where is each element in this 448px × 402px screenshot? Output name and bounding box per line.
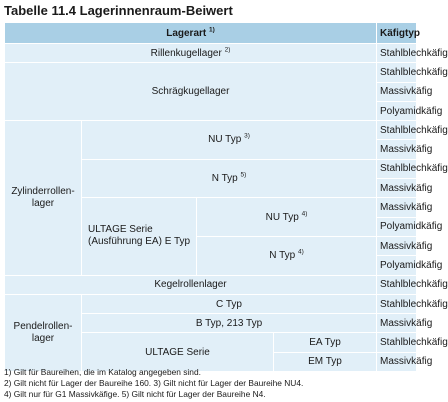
bearing-type-cell: NU Typ $^{4)}$ (197, 198, 377, 237)
bearing-series-cell: ULTAGE Serie (82, 333, 274, 372)
table-row (5, 275, 417, 294)
footnote: 1) Gilt für Baureihen, die im Katalog angegeben sind. (4, 367, 201, 377)
cage-type-cell: Polyamidkäfig (377, 217, 417, 236)
bearing-type-cell: NU Typ $^{3)}$ (82, 121, 377, 160)
k-factor-table (4, 22, 448, 372)
footnote: 4) Gilt nur für G1 Massivkäfige. 5) Gilt nicht für Lager der Baureihe N4. (4, 389, 266, 399)
bearing-type-cell: Schrägkugellager (5, 63, 377, 121)
cage-type-cell: Massivkäfig (377, 179, 417, 198)
cage-type-cell: Stahlblechkäfig (377, 44, 417, 63)
header-lagerart: Lagerart $^{1)}$ (5, 23, 377, 44)
header-kaefigtyp: Käfigtyp (377, 23, 417, 44)
bearing-type-cell: Kegelrollenlager (5, 275, 377, 294)
bearing-series-cell: ULTAGE Serie (Ausführung EA) E Typ (82, 198, 197, 275)
cage-type-cell: Massivkäfig (377, 314, 417, 333)
table-row (5, 63, 417, 82)
table-title: Tabelle 11.4 Lagerinnenraum-Beiwert (4, 3, 233, 18)
bearing-group-cell: Zylinderrollen-lager (5, 121, 82, 275)
cage-type-cell: Massivkäfig (377, 198, 417, 217)
bearing-type-cell: B Typ, 213 Typ (82, 314, 377, 333)
cage-type-cell: Stahlblechkäfig (377, 294, 417, 313)
bearing-type-cell: EM Typ (274, 352, 377, 371)
bearing-group-cell: Pendelrollen-lager (5, 294, 82, 371)
header-row (5, 23, 417, 44)
cage-type-cell: Stahlblechkäfig (377, 159, 417, 178)
cage-type-cell: Stahlblechkäfig (377, 333, 417, 352)
cage-type-cell: Polyamidkäfig (377, 101, 417, 120)
cage-type-cell: Massivkäfig (377, 82, 417, 101)
cage-type-cell: Massivkäfig (377, 352, 417, 371)
bearing-type-cell: C Typ (82, 294, 377, 313)
cage-type-cell: Massivkäfig (377, 140, 417, 159)
bearing-type-cell: N Typ $^{4)}$ (197, 236, 377, 275)
footnote: 2) Gilt nicht für Lager der Baureihe 160. 3) Gilt nicht für Lager der Baureihe NU4. (4, 378, 304, 388)
table-row (5, 44, 417, 63)
cage-type-cell: Polyamidkäfig (377, 256, 417, 275)
table-row (5, 294, 417, 313)
bearing-type-cell: EA Typ (274, 333, 377, 352)
bearing-type-cell: Rillenkugellager $^{2)}$ (5, 44, 377, 63)
cage-type-cell: Stahlblechkäfig (377, 275, 417, 294)
table-row (5, 121, 417, 140)
cage-type-cell: Stahlblechkäfig (377, 63, 417, 82)
bearing-type-cell: N Typ $^{5)}$ (82, 159, 377, 198)
cage-type-cell: Massivkäfig (377, 236, 417, 255)
cage-type-cell: Stahlblechkäfig (377, 121, 417, 140)
